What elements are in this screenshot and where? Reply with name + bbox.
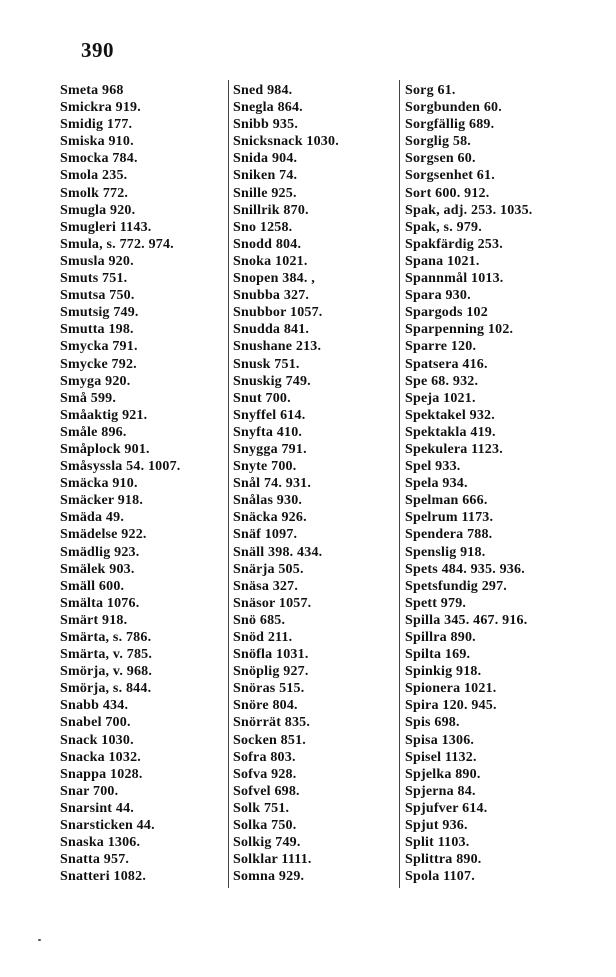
index-entry: Smutsa 750. xyxy=(60,288,135,304)
index-entry: Spetsfundig 297. xyxy=(405,578,508,594)
index-entry: Spakfärdig 253. xyxy=(405,236,503,252)
index-entry: Snodd 804. xyxy=(233,236,302,252)
index-entry: Spe 68. 932. xyxy=(405,373,479,389)
index-entry: Spargods 102 xyxy=(405,305,488,321)
index-entry: Spendera 788. xyxy=(405,527,493,543)
index-entry: Snaska 1306. xyxy=(60,835,141,851)
index-entry: Snöras 515. xyxy=(233,681,305,697)
index-entry: Sorgsenhet 61. xyxy=(405,168,495,184)
index-entry: Smäcka 910. xyxy=(60,476,138,492)
index-entry: Smugleri 1143. xyxy=(60,219,152,235)
index-entry: Spekulera 1123. xyxy=(405,441,503,457)
index-entry: Smutta 198. xyxy=(60,322,134,338)
print-speck xyxy=(38,939,41,941)
index-entry: Snyfta 410. xyxy=(233,424,303,440)
index-entry: Spisel 1132. xyxy=(405,749,477,765)
index-entry: Snarsint 44. xyxy=(60,800,134,816)
index-entry: Sniken 74. xyxy=(233,168,298,184)
index-entry: Snopen 384. , xyxy=(233,271,315,287)
index-entry: Solkig 749. xyxy=(233,835,301,851)
index-entry: Spinkig 918. xyxy=(405,664,482,680)
index-entry: Snusk 751. xyxy=(233,356,300,372)
index-entry: Snålas 930. xyxy=(233,493,303,509)
index-entry: Snöplig 927. xyxy=(233,664,309,680)
index-entry: Spett 979. xyxy=(405,595,467,611)
index-entry: Sofvel 698. xyxy=(233,783,300,799)
index-entry: Spola 1107. xyxy=(405,869,475,885)
index-entry: Småle 896. xyxy=(60,424,127,440)
index-entry: Smycka 791. xyxy=(60,339,138,355)
index-entry: Smocka 784. xyxy=(60,151,138,167)
index-entry: Spana 1021. xyxy=(405,253,480,269)
index-entry: Spjut 936. xyxy=(405,818,468,834)
index-entry: Snillrik 870. xyxy=(233,202,309,218)
index-entry: Små 599. xyxy=(60,390,117,406)
index-entry: Spela 934. xyxy=(405,476,468,492)
page-number: 390 xyxy=(81,38,114,62)
column-divider-1 xyxy=(228,80,229,888)
index-entry: Smäll 600. xyxy=(60,578,125,594)
index-entry: Spannmål 1013. xyxy=(405,271,504,287)
index-entry: Spilla 345. 467. 916. xyxy=(405,612,528,628)
index-entry: Smäda 49. xyxy=(60,510,125,526)
index-entry: Snudda 841. xyxy=(233,322,310,338)
index-entry: Snuskig 749. xyxy=(233,373,311,389)
index-entry: Sparpenning 102. xyxy=(405,322,514,338)
index-entry: Smälek 903. xyxy=(60,561,135,577)
index-entry: Spionera 1021. xyxy=(405,681,497,697)
index-entry: Snack 1030. xyxy=(60,732,134,748)
index-entry: Smärta, v. 785. xyxy=(60,647,153,663)
index-entry: Småsyssla 54. 1007. xyxy=(60,459,181,475)
index-entry: Småplock 901. xyxy=(60,441,150,457)
index-column-3 xyxy=(405,82,533,885)
index-entry: Sorgfällig 689. xyxy=(405,117,495,133)
index-entry: Snicksnack 1030. xyxy=(233,134,339,150)
index-column-2 xyxy=(233,82,339,885)
index-entry: Smula, s. 772. 974. xyxy=(60,236,174,252)
index-entry: Snöd 211. xyxy=(233,630,293,645)
index-entry: Spjerna 84. xyxy=(405,783,476,799)
index-entry: Småaktig 921. xyxy=(60,407,148,423)
index-entry: Spel 933. xyxy=(405,459,461,475)
index-entry: Smutsig 749. xyxy=(60,305,139,321)
index-entry: Spelrum 1173. xyxy=(405,510,494,526)
index-entry: Snäll 398. 434. xyxy=(233,544,323,560)
index-entry: Snäf 1097. xyxy=(233,527,298,543)
index-entry: Spets 484. 935. 936. xyxy=(405,561,525,577)
index-entry: Spis 698. xyxy=(405,715,460,731)
index-entry: Snörrät 835. xyxy=(233,715,311,731)
index-entry: Spenslig 918. xyxy=(405,544,486,560)
index-entry: Snarsticken 44. xyxy=(60,818,155,834)
index-entry: Smuts 751. xyxy=(60,271,128,287)
index-entry: Solka 750. xyxy=(233,818,297,834)
index-entry: Sorg 61. xyxy=(405,83,456,98)
index-entry: Snål 74. 931. xyxy=(233,476,312,492)
index-entry: Sned 984. xyxy=(233,83,293,98)
index-entry: Smärta, s. 786. xyxy=(60,630,152,645)
index-entry: Smärt 918. xyxy=(60,612,128,628)
index-entry: Spilta 169. xyxy=(405,647,471,663)
index-entry: Spak, s. 979. xyxy=(405,219,482,235)
index-entry: Snöre 804. xyxy=(233,698,298,714)
index-entry: Spatsera 416. xyxy=(405,356,488,372)
index-entry: Snygga 791. xyxy=(233,441,307,457)
index-entry: Spjufver 614. xyxy=(405,800,488,816)
index-entry: Sofva 928. xyxy=(233,766,297,782)
index-entry: Spjelka 890. xyxy=(405,766,481,782)
index-entry: Snoka 1021. xyxy=(233,253,308,269)
index-entry: Snar 700. xyxy=(60,783,119,799)
index-entry: Split 1103. xyxy=(405,835,470,851)
index-entry: Snacka 1032. xyxy=(60,749,141,765)
index-entry: Smyga 920. xyxy=(60,373,131,389)
index-entry: Sparre 120. xyxy=(405,339,477,355)
index-entry: Spara 930. xyxy=(405,288,471,304)
index-entry: Snappa 1028. xyxy=(60,766,143,782)
index-entry: Snatteri 1082. xyxy=(60,869,147,885)
index-entry: Snäsor 1057. xyxy=(233,595,312,611)
index-entry: Snubba 327. xyxy=(233,288,310,304)
index-entry: Smädelse 922. xyxy=(60,527,147,543)
index-column-1 xyxy=(60,82,180,885)
index-entry: Snida 904. xyxy=(233,151,298,167)
index-entry: Snäcka 926. xyxy=(233,510,307,526)
index-entry: Spektakel 932. xyxy=(405,407,495,423)
index-entry: Snubbor 1057. xyxy=(233,305,323,321)
index-entry: Smusla 920. xyxy=(60,253,134,269)
index-entry: Spelman 666. xyxy=(405,493,488,509)
index-entry: Smolk 772. xyxy=(60,185,129,201)
index-entry: Smeta 968 xyxy=(60,83,124,98)
index-entry: Snyffel 614. xyxy=(233,407,306,423)
index-entry: Smörja, s. 844. xyxy=(60,681,152,697)
index-entry: Smickra 919. xyxy=(60,100,141,116)
index-entry: Snabb 434. xyxy=(60,698,129,714)
index-entry: Smäcker 918. xyxy=(60,493,144,509)
index-entry: Sorgbunden 60. xyxy=(405,100,502,116)
index-entry: Sofra 803. xyxy=(233,749,296,765)
index-entry: Speja 1021. xyxy=(405,390,476,406)
index-entry: Snärja 505. xyxy=(233,561,304,577)
index-entry: Sorgsen 60. xyxy=(405,151,476,167)
index-entry: Smälta 1076. xyxy=(60,595,140,611)
index-entry: Smugla 920. xyxy=(60,202,136,218)
index-entry: Snibb 935. xyxy=(233,117,299,133)
index-entry: Sorglig 58. xyxy=(405,134,471,150)
index-entry: Sort 600. 912. xyxy=(405,185,490,201)
index-entry: Spillra 890. xyxy=(405,630,476,645)
index-entry: Snegla 864. xyxy=(233,100,303,116)
index-entry: Somna 929. xyxy=(233,869,305,885)
index-entry: Spira 120. 945. xyxy=(405,698,497,714)
column-divider-2 xyxy=(399,80,400,888)
index-entry: Snyte 700. xyxy=(233,459,297,475)
index-entry: Solk 751. xyxy=(233,800,290,816)
index-entry: Smycke 792. xyxy=(60,356,137,372)
index-entry: Sno 1258. xyxy=(233,219,293,235)
index-entry: Smädlig 923. xyxy=(60,544,140,560)
index-entry: Snö 685. xyxy=(233,612,286,628)
index-entry: Smidig 177. xyxy=(60,117,133,133)
index-entry: Smörja, v. 968. xyxy=(60,664,153,680)
index-entry: Snäsa 327. xyxy=(233,578,299,594)
index-entry: Snabel 700. xyxy=(60,715,131,731)
index-entry: Socken 851. xyxy=(233,732,306,748)
index-entry: Snut 700. xyxy=(233,390,291,406)
index-entry: Spisa 1306. xyxy=(405,732,475,748)
index-entry: Snöfla 1031. xyxy=(233,647,309,663)
index-entry: Snatta 957. xyxy=(60,852,130,868)
index-entry: Solklar 1111. xyxy=(233,852,312,868)
index-entry: Spektakla 419. xyxy=(405,424,496,440)
index-entry: Snushane 213. xyxy=(233,339,322,355)
index-entry: Snille 925. xyxy=(233,185,297,201)
index-entry: Spak, adj. 253. 1035. xyxy=(405,202,533,218)
index-entry: Smiska 910. xyxy=(60,134,134,150)
index-entry: Smola 235. xyxy=(60,168,128,184)
index-entry: Splittra 890. xyxy=(405,852,482,868)
